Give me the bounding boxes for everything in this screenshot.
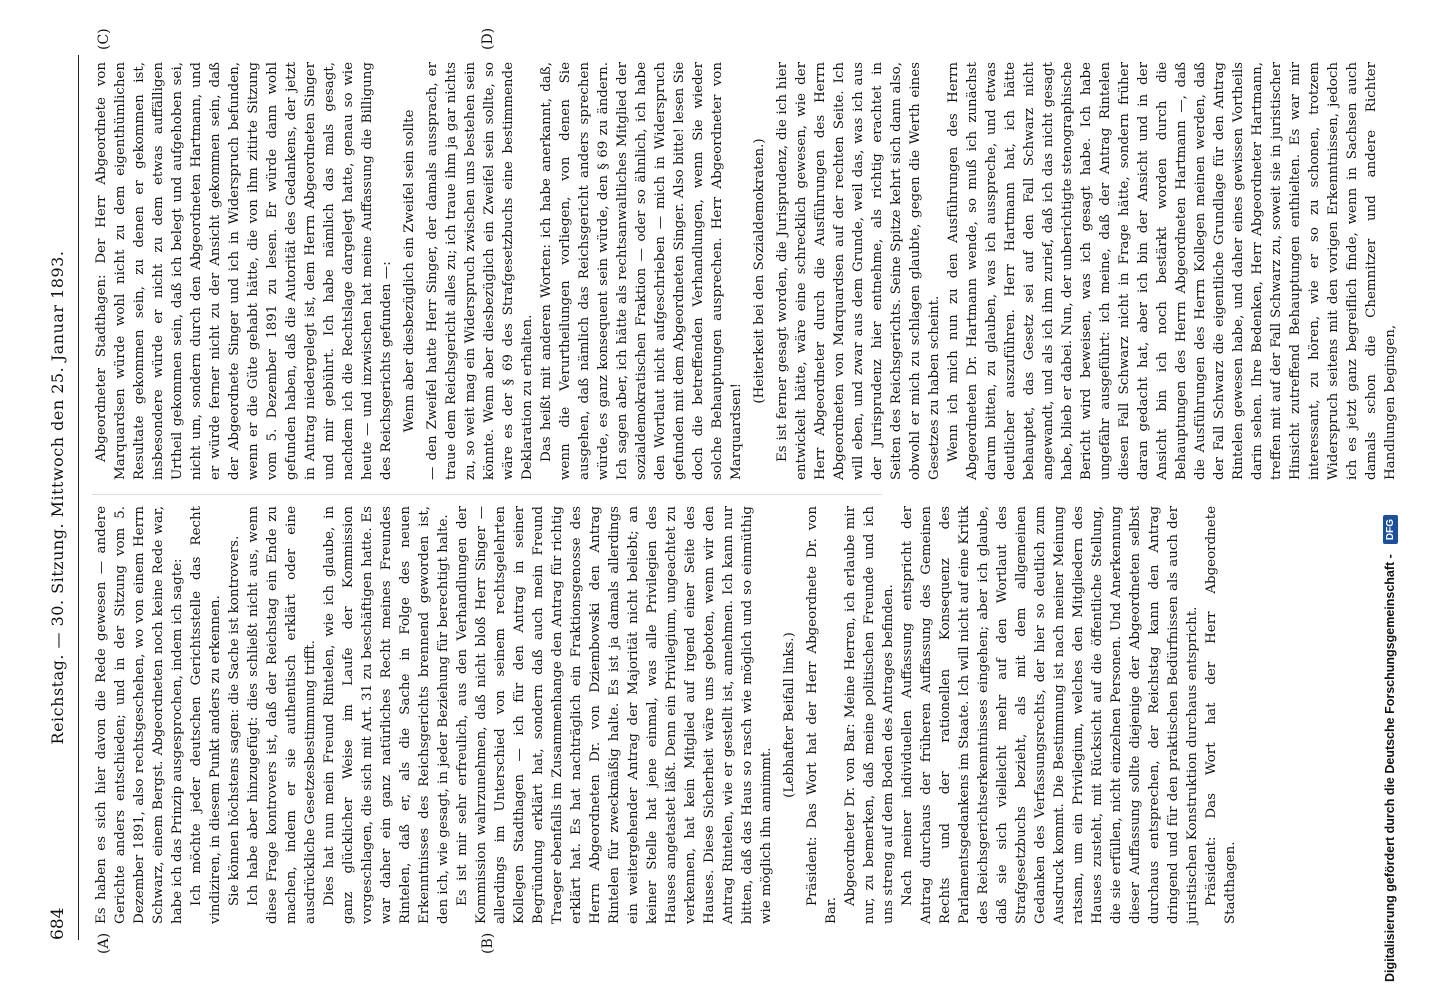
- credit-text: Digitalisierung gefördert durch die Deutsche Forschungsgemeinschaft -: [1383, 554, 1397, 982]
- laughter-note: (Heiterkeit bei den Sozialdemokraten.): [752, 138, 767, 404]
- right-column: [92, 62, 1398, 480]
- paragraph: Ich möchte jeder deutschen Gerichtsstelle das Recht vindiziren, in diesem Punkt anders zu erkennen.: [189, 506, 223, 924]
- paragraph: Sie können höchstens sagen: die Sache ist kontrovers.: [227, 535, 242, 906]
- column-divider: [92, 494, 882, 495]
- header-rule: [78, 55, 79, 940]
- margin-marker-d: (D): [480, 27, 496, 50]
- page-number: 684: [48, 907, 68, 940]
- paragraph: — den Zweifel hatte Herr Singer, der damals aussprach, er traue dem Reichsgericht alles zu; ich traue ihm ja gar nichts zu, so weit mag ein Widerspruch zwischen uns bestehen sein könnte. Wenn aber diesbezüglich ein Zweifel sein sollte, so wäre es der § 69 des Strafgesetzbuchs eine bestimmende Deklaration zu erhalten.: [425, 62, 535, 480]
- paragraph: Es ist ferner gesagt worden, die Jurisprudenz, die ich hier entwickelt hätte, wäre eine schrecklich gewesen, wie der Herr Abgeordneter durch die Ausführungen des Herrn Abgeordneten von Marquardsen auf der rechten Seite. Ich will eben, und zwar aus dem Grunde, weil das, was ich aus der Jurisprudenz hier entnehme, als richtig erachtet in Seiten des Reichsgerichts. Seine Spitze kehrt sich dann also, obwohl er mich zu schlagen glaubte, gegen die Werth eines Gesetzes zu haben scheint.: [775, 62, 942, 480]
- paragraph: Ich habe aber hinzugefügt: dies schließt nicht aus, wenn diese Frage kontrovers ist, daß der Reichstag ein Ende zu machen, indem er sie authentisch erklärt oder eine ausdrückliche Gesetzesbestimmung trifft.: [246, 506, 318, 924]
- margin-marker-a: (A): [96, 932, 112, 954]
- paragraph: Das heißt mit anderen Worten: ich habe anerkannt, daß, wenn die Verurtheilungen vorliegen, von denen Sie ausgehen, daß nämlich das Reichsgericht anders sprechen würde, es ganz konsequent sein würde, den § 69 zu ändern. Ich sagen aber, ich hätte als rechtsanwaltliches Mitglied der sozialdemokratischen Fraktion — oder so ähnlich, ich habe den Wortlaut nicht aufgeschrieben — mich in Widerspruch gefunden mit dem Abgeordneten Singer. Also bitte! lesen Sie doch die betreffenden Verhandlungen, wenn Sie wieder solche Behauptungen ausprechen. Herr Abgeordneter von Marquardsen!: [539, 62, 744, 480]
- speaker-paragraph: Präsident: Das Wort hat der Herr Abgeordnete Stadthagen.: [1204, 506, 1238, 924]
- paragraph: Es haben es sich hier davon die Rede gewesen — andere Gerichte anders entschieden; und in der Sitzung vom 5. Dezember 1891, also rechtsgeschehen, wo von einem Herrn Schwarz, einem Bergst. Abgeordneten noch keine Rede war, habe ich das Prinzip ausgesprochen, indem ich sagte:: [94, 506, 185, 924]
- digitization-credit: [1379, 0, 1401, 1000]
- margin-marker-b: (B): [480, 932, 496, 954]
- left-column: [92, 506, 1238, 924]
- paragraph: Wenn ich mich nun zu den Ausführungen des Herrn Abgeordneten Dr. Hartmann wende, so muß ich zunächst darum bitten, zu glauben, was ich ausspreche, und etwas deutlicher auszuführen. Herr Hartmann hat, ich hätte behauptet, das Gesetz sei auf den Fall Schwarz nicht angewandt, und als ich ihm zurief, daß ich das nicht gesagt habe, blieb er dabei. Nun, der unberichtigte stenographische Bericht wird beweisen, was ich gesagt habe. Ich habe ungefähr ausgeführt: ich meine, daß der Antrag Rintelen diesen Fall Schwarz nicht in Frage hätte, sondern früher daran gedacht hat, aber ich bin der Ansicht und in der Ansicht bin ich noch bestärkt worden durch die Behauptungen des Herrn Abgeordneten Hartmann —, daß die Ausführungen des Herrn Kollegen meinen werden, daß der Fall Schwarz die eigentliche Grundlage für den Antrag Rintelen gewesen habe, und daher eines gewissen Vortheils darin sehen. Ihre Bedenken, Herr Abgeordneter Hartmann, treffen mit auf der Fall Schwarz zu, soweit sie in juristischer Hinsicht zutreffend Behauptungen enthielten. Es war mir interessant, zu hören, wie er so zu schonen, trotzem Widerspruch seitens mit den vorigen Erkenntnissen, jedoch ich es jetzt ganz begreiflich finde, wenn in Sachsen auch damals schon die Chemnitzer und andere Richter Handlungen begingen,: [946, 62, 1398, 480]
- dfg-logo: DFG: [1383, 515, 1398, 544]
- running-title: Reichstag. — 30. Sitzung. Mittwoch den 25. Januar 1893.: [48, 250, 67, 745]
- paragraph: Dies hat nun mein Freund Rintelen, wie ich glaube, in ganz glücklicher Weise im Laufe der Kommission vorgeschlagen, die sich mit Art. 31 zu beschäftigen hatte. Es war daher ein ganz natürliches Recht meines Freundes Rintelen, daß er, als die Sache in Folge des neuen Erkenntnisses des Reichsgerichts brennend geworden ist, den ich, wie gesagt, in jeder Beziehung für berechtigt halte.: [322, 506, 451, 924]
- paragraph: Nach meiner individuellen Auffassung entspricht der Antrag durchaus der früheren Auffassung des Gemeinen Rechts und der rationellen Konsequenz des Parlamentsgedankens im Staate. Ich will nicht auf eine Kritik des Reichsgerichtserkenntnisses eingehen; aber ich glaube, daß sie sich vielleicht mehr auf den Wortlaut des Strafgesetzbuchs bezieht, als mit dem allgemeinen Gedanken des Verfassungsrechts, der hier so deutlich zum Ausdruck kommt. Die Bestimmung ist nach meiner Meinung ratsam, um ein Privilegium, welches den Mitgliedern des Hauses zusteht, mit Rücksicht auf die öffentliche Stellung, die sie erfüllen, nicht einzelnen Personen. Und Anerkennung dieser Auffassung sollte diejenige der Abgeordneten selbst durchaus entsprechen, der Reichstag kann den Antrag dringend und für den praktischen Bedürfnissen als auch der juristischen Konstruktion durchaus entspricht.: [900, 506, 1200, 924]
- paragraph: Es ist mir sehr erfreulich, aus den Verhandlungen der Kommission wahrzunehmen, daß nicht bloß Herr Singer — allerdings im Unterschied von seinem rechtsgelehrten Kollegen Stadthagen — ich für den Antrag in seiner Begründung erklärt hat, sondern daß auch mein Freund Traeger ebenfalls im Zusammenhange den Antrag für richtig erklärt hat. Es hat nachträglich ein Fraktionsgenosse des Herrn Abgeordneten Dr. von Dziembowski den Antrag Rintelen für zweckmäßig halte. Es ist ja damals allerdings ein weitergehender Antrag der Majorität nicht beliebt; an keiner Stelle hat jene einmal, was alle Privilegien des Hauses angetastet läßt. Denn ein Privilegium, ungeachtet zu verkennen, hat kein Mitglied auf irgend einer Seite des Hauses. Diese Sicherheit wäre uns geboten, wenn wir den Antrag Rintelen, wie er gestellt ist, annehmen. Ich kann nur bitten, daß das Haus so rasch wie möglich und so einmüthig wie möglich ihn annimmt.: [455, 506, 774, 924]
- margin-marker-c: (C): [96, 28, 112, 50]
- page-header: [40, 55, 74, 940]
- speaker-paragraph: Abgeordneter Stadthagen: Der Herr Abgeordnete von Marquardsen würde wohl nicht zu dem eigenthümlichen Resultate gekommen sein, zu denen er gekommen ist, insbesondere würde er nicht zu dem etwas auffälligen Urtheil gekommen sein, daß ich belegt und aufgehoben sei, nicht um, sondern durch den Abgeordneten Hartmann, und er würde ferner nicht zu der Ansicht gekommen sein, daß der Abgeordnete Singer und ich in Widerspruch befunden, wenn er die Güte gehabt hätte, die von ihm zitirte Sitzung vom 5. Dezember 1891 zu lesen. Er würde dann wohl gefunden haben, daß die Autorität des Gedankens, der jetzt in Antrag niedergelegt ist, dem Herrn Abgeordneten Singer und mir gebührt. Ich habe nämlich das mals gesagt, nachdem ich die Rechtslage dargelegt hatte, genau so wie heute — und inzwischen hat meine Auffassung die Billigung des Reichsgerichts gefunden —:: [94, 62, 394, 480]
- applause-note: (Lebhafter Beifall links.): [782, 632, 797, 798]
- speaker-paragraph: Präsident: Das Wort hat der Herr Abgeordnete Dr. von Bar.: [805, 506, 839, 924]
- quotation: Wenn aber diesbezüglich ein Zweifel sein sollte: [402, 109, 417, 433]
- paragraph: Abgeordneter Dr. von Bar: Meine Herren, ich erlaube mir nur, zu bemerken, daß meine politischen Freunde und ich uns streng auf dem Boden des Antrages befinden.: [843, 506, 896, 924]
